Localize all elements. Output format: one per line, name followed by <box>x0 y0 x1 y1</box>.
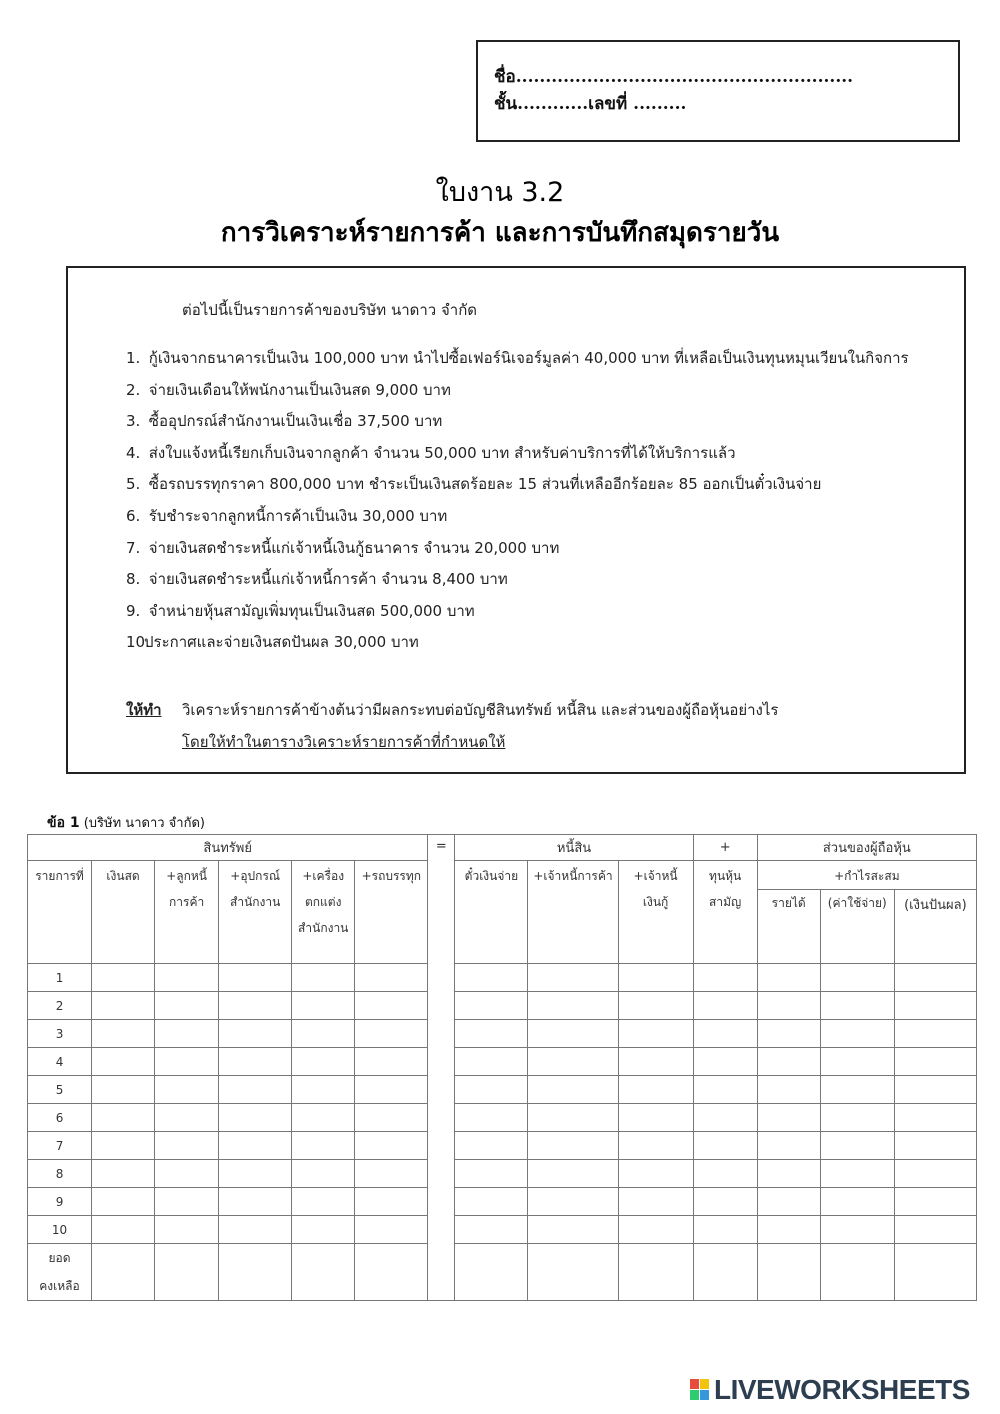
instructions-intro: ต่อไปนี้เป็นรายการค้าของบริษัท นาดาว จำกัด <box>182 301 478 319</box>
col-revenue: รายได้ <box>757 890 820 964</box>
table-row: 1 <box>28 964 977 992</box>
liveworksheets-brand: LIVEWORKSHEETS <box>714 1374 970 1405</box>
transaction-item: 3. ซื้ออุปกรณ์สำนักงานเป็นเงินเชื่อ 37,500 บาท <box>126 412 443 431</box>
transaction-item: 10.ประกาศและจ่ายเงินสดปันผล 30,000 บาท <box>126 633 419 652</box>
student-name-line[interactable]: ชื่อ......................................................... <box>494 67 854 87</box>
question-company: (บริษัท นาดาว จำกัด) <box>83 816 205 831</box>
task-line-2: โดยให้ทำในตารางวิเคราะห์รายการค้าที่กำหนดให้ <box>182 733 506 751</box>
equity-header: ส่วนของผู้ถือหุ้น <box>757 835 976 861</box>
col-common-stock: ทุนหุ้น สามัญ <box>693 861 757 964</box>
transaction-item: 4. ส่งใบแจ้งหนี้เรียกเก็บเงินจากลูกค้า จำนวน 50,000 บาท สำหรับค่าบริการที่ได้ให้บริการแล้ว <box>126 443 736 462</box>
liveworksheets-logo <box>690 1374 990 1404</box>
table-row: 2 <box>28 992 977 1020</box>
transaction-item: 9. จำหน่ายหุ้นสามัญเพิ่มทุนเป็นเงินสด 500,000 บาท <box>126 601 475 620</box>
table-row: 7 <box>28 1132 977 1160</box>
table-row: 10 <box>28 1216 977 1244</box>
table-row: 9 <box>28 1188 977 1216</box>
transaction-analysis-table <box>27 834 977 1301</box>
table-row: 5 <box>28 1076 977 1104</box>
task-instruction <box>126 694 778 758</box>
table-row: 3 <box>28 1020 977 1048</box>
transaction-list <box>126 346 909 662</box>
worksheet-number: ใบงาน 3.2 <box>435 177 565 208</box>
equals-sign: = <box>428 835 455 1301</box>
col-cash: เงินสด <box>92 861 155 964</box>
question-label: ข้อ 1 (บริษัท นาดาว จำกัด) <box>47 815 205 831</box>
col-loan-payable: +เจ้าหนี้ เงินกู้ <box>618 861 693 964</box>
task-label: ให้ทำ <box>126 701 162 719</box>
balance-label: ยอด คงเหลือ <box>28 1244 92 1301</box>
col-accounts-receivable: +ลูกหนี้ การค้า <box>155 861 219 964</box>
table-row: 6 <box>28 1104 977 1132</box>
logo-square-yellow <box>700 1379 709 1389</box>
transaction-item: 1. กู้เงินจากธนาคารเป็นเงิน 100,000 บาท นำไปซื้อเฟอร์นิเจอร์มูลค่า 40,000 บาท ที่เหลือเป็นเงินทุนหมุนเวียนในกิจการ <box>126 349 909 367</box>
table-row: 4 <box>28 1048 977 1076</box>
col-office-furniture: +เครื่อง ตกแต่ง สำนักงาน <box>292 861 355 964</box>
logo-square-green <box>690 1390 699 1400</box>
liveworksheets-logo-icon <box>690 1379 710 1401</box>
col-dividend: (เงินปันผล) <box>894 890 976 964</box>
liabilities-header: หนี้สิน <box>455 835 693 861</box>
task-line-1: วิเคราะห์รายการค้าข้างต้นว่ามีผลกระทบต่อบัญชีสินทรัพย์ หนี้สิน และส่วนของผู้ถือหุ้นอย่างไร <box>182 701 779 719</box>
worksheet-title: การวิเคราะห์รายการค้า และการบันทึกสมุดรายวัน <box>220 218 780 248</box>
plus-sign: + <box>693 835 757 861</box>
col-retained-earnings: +กำไรสะสม <box>757 861 976 890</box>
table-row: 8 <box>28 1160 977 1188</box>
transaction-item: 8. จ่ายเงินสดชำระหนี้แก่เจ้าหนี้การค้า จำนวน 8,400 บาท <box>126 570 508 589</box>
col-accounts-payable: +เจ้าหนี้การค้า <box>528 861 618 964</box>
transaction-item: 7. จ่ายเงินสดชำระหนี้แก่เจ้าหนี้เงินกู้ธนาคาร จำนวน 20,000 บาท <box>126 538 560 557</box>
transaction-item: 6. รับชำระจากลูกหนี้การค้าเป็นเงิน 30,000 บาท <box>126 506 448 525</box>
instructions-box <box>66 266 966 774</box>
student-info-box <box>476 40 960 142</box>
logo-square-red <box>690 1379 699 1389</box>
transaction-item: 2. จ่ายเงินเดือนให้พนักงานเป็นเงินสด 9,000 บาท <box>126 380 451 399</box>
class-number-line[interactable]: ชั้น............เลขที่ ......... <box>494 94 687 114</box>
assets-header: สินทรัพย์ <box>28 835 428 861</box>
col-item: รายการที่ <box>28 861 92 964</box>
col-notes-payable: ตั๋วเงินจ่าย <box>455 861 528 964</box>
balance-row <box>28 1244 977 1301</box>
transaction-item: 5. ซื้อรถบรรทุกราคา 800,000 บาท ชำระเป็นเงินสดร้อยละ 15 ส่วนที่เหลืออีกร้อยละ 85 ออกเป็นตั๋วเงินจ่าย <box>126 475 822 494</box>
col-office-equipment: +อุปกรณ์ สำนักงาน <box>219 861 292 964</box>
logo-square-blue <box>700 1390 709 1400</box>
col-truck: +รถบรรทุก <box>355 861 428 964</box>
col-expense: (ค่าใช้จ่าย) <box>820 890 894 964</box>
